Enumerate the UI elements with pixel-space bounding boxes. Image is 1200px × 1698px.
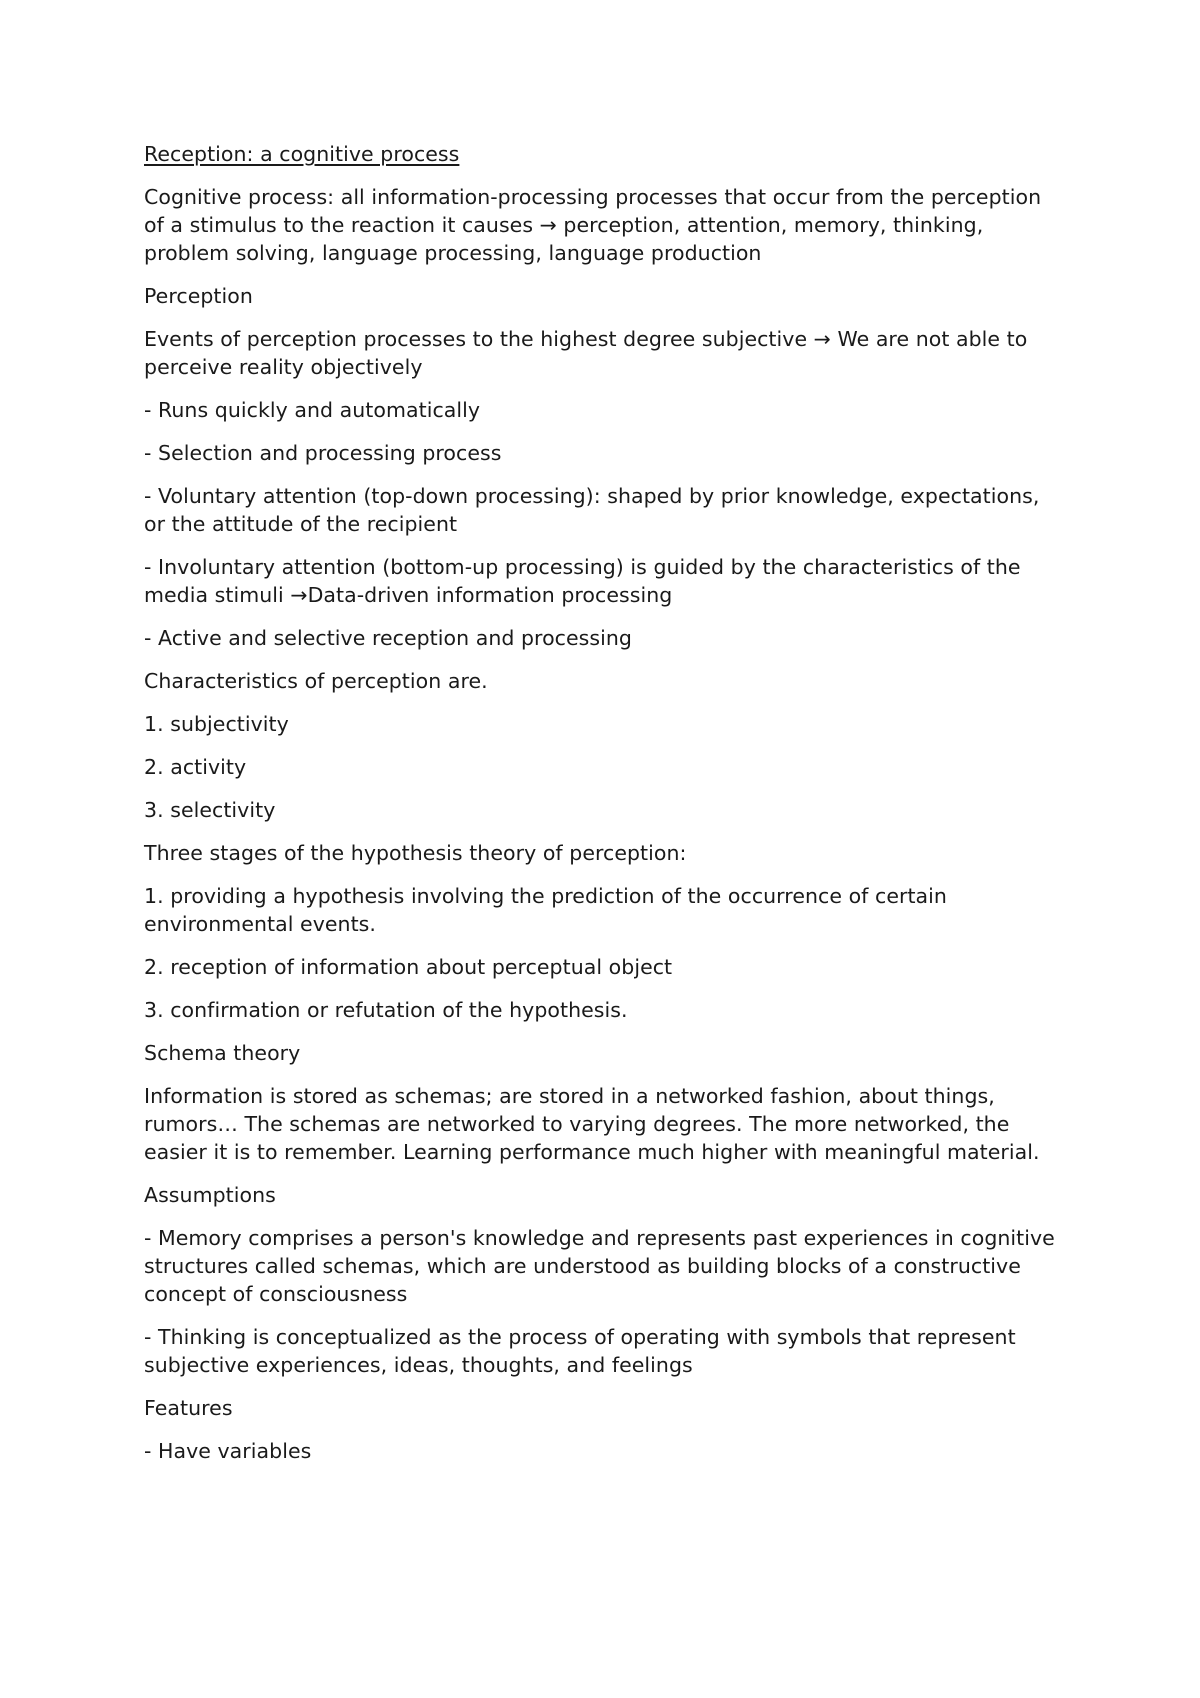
list-item: - Thinking is conceptualized as the process of operating with symbols that represent subjective experiences, ideas, thoughts, and feelings	[144, 1325, 1016, 1377]
list-item: 1. providing a hypothesis involving the prediction of the occurrence of certain environmental events.	[144, 884, 947, 936]
heading-schema-theory: Schema theory	[144, 1041, 301, 1065]
paragraph-schema-info: Information is stored as schemas; are stored in a networked fashion, about things, rumors… The schemas are networked to varying degrees. The more networked, the easier it is to remember. Learning performance much higher with meaningful material.	[144, 1084, 1040, 1164]
document-page	[144, 140, 1064, 1480]
list-item: - Memory comprises a person's knowledge and represents past experiences in cognitive structures called schemas, which are understood as building blocks of a constructive concept of consciousness	[144, 1226, 1055, 1306]
heading-hypothesis-theory: Three stages of the hypothesis theory of perception:	[144, 841, 687, 865]
list-item: 1. subjectivity	[144, 712, 289, 736]
heading-characteristics: Characteristics of perception are.	[144, 669, 488, 693]
document-title: Reception: a cognitive process	[144, 142, 460, 166]
list-item: 3. selectivity	[144, 798, 276, 822]
list-item: - Involuntary attention (bottom-up processing) is guided by the characteristics of the media stimuli →Data-driven information processing	[144, 555, 1021, 607]
list-item: - Selection and processing process	[144, 441, 502, 465]
heading-perception: Perception	[144, 284, 253, 308]
list-item: - Have variables	[144, 1439, 312, 1463]
list-item: 2. reception of information about perceptual object	[144, 955, 673, 979]
paragraph-perception-events: Events of perception processes to the highest degree subjective → We are not able to perceive reality objectively	[144, 327, 1028, 379]
list-item: - Runs quickly and automatically	[144, 398, 481, 422]
heading-features: Features	[144, 1396, 233, 1420]
heading-assumptions: Assumptions	[144, 1183, 276, 1207]
list-item: 2. activity	[144, 755, 247, 779]
list-item: - Voluntary attention (top-down processing): shaped by prior knowledge, expectations, or the attitude of the recipient	[144, 484, 1040, 536]
list-item: 3. confirmation or refutation of the hypothesis.	[144, 998, 628, 1022]
paragraph-cognitive-process: Cognitive process: all information-processing processes that occur from the perception of a stimulus to the reaction it causes → perception, attention, memory, thinking, problem solving, language processing, language production	[144, 185, 1042, 265]
list-item: - Active and selective reception and processing	[144, 626, 632, 650]
